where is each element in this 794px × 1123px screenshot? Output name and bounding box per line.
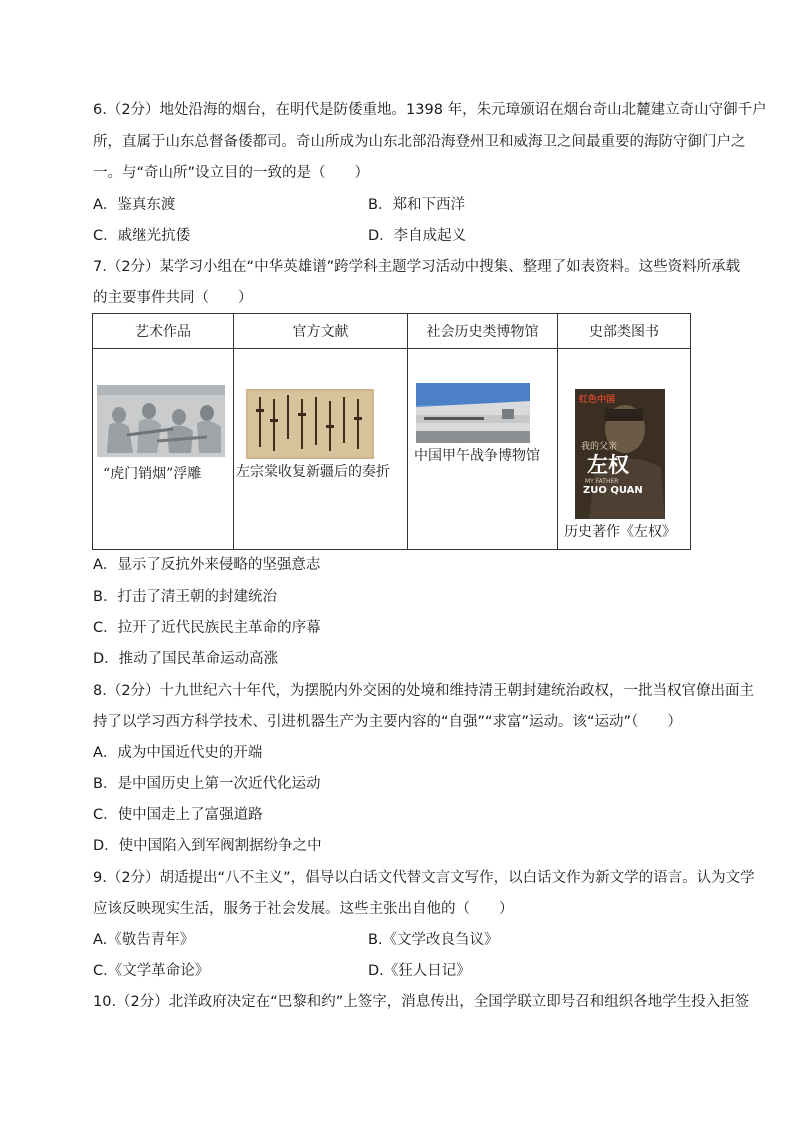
relief-sculpture-image xyxy=(97,385,225,457)
q6-text-line-2: 所，直属于山东总督备倭都司。奇山所成为山东北部沿海登州卫和威海卫之间最重要的海防守御门户之 xyxy=(93,134,746,150)
table-header-museum: 社会历史类博物馆 xyxy=(408,314,558,349)
table-cell-history-book xyxy=(558,349,691,550)
caption-jiawu-museum: 中国甲午战争博物馆 xyxy=(414,448,540,464)
table-header-official-document: 官方文献 xyxy=(234,314,408,349)
table-header-history-book: 史部类图书 xyxy=(558,314,691,349)
jiawu-war-museum-image xyxy=(416,383,530,443)
q7-option-a: A．显示了反抗外来侵略的坚强意志 xyxy=(93,557,321,573)
q9-option-a: A.《敬告青年》 xyxy=(93,932,195,948)
q8-text-line-2: 持了以学习西方科学技术、引进机器生产为主要内容的“自强”“求富”运动。该“运动”（ ） xyxy=(93,714,682,730)
book-title-en-1: MY FATHER xyxy=(585,478,619,485)
q8-option-c: C．使中国走上了富强道路 xyxy=(93,807,263,823)
q7-material-table xyxy=(92,313,691,550)
q6-text-line-1: 6.（2分）地处沿海的烟台，在明代是防倭重地。1398 年，朱元璋颁诏在烟台奇山北麓建立奇山守御千户 xyxy=(93,102,767,118)
q7-text-line-2: 的主要事件共同（ ） xyxy=(93,290,253,306)
caption-zuo-zongtang-memorial: 左宗棠收复新疆后的奏折 xyxy=(236,464,390,480)
q8-option-b: B．是中国历史上第一次近代化运动 xyxy=(93,776,321,792)
q8-option-d: D．使中国陷入到军阀割据纷争之中 xyxy=(93,838,322,854)
q7-option-b: B．打击了清王朝的封建统治 xyxy=(93,589,277,605)
book-brand: 红色中国 xyxy=(579,395,616,405)
book-title-en-2: ZUO QUAN xyxy=(583,485,643,496)
q8-option-a: A．成为中国近代史的开端 xyxy=(93,745,263,761)
q6-option-c: C．戚继光抗倭 xyxy=(93,228,191,244)
q8-text-line-1: 8.（2分）十九世纪六十年代，为摆脱内外交困的处境和维持清王朝封建统治政权，一批当权官僚出面主 xyxy=(93,683,755,699)
caption-humen-relief: “虎门销烟”浮雕 xyxy=(103,466,202,482)
q6-option-a: A．鉴真东渡 xyxy=(93,197,176,213)
book-title: 左权 xyxy=(587,452,629,477)
q10-text-line-1: 10.（2分）北洋政府决定在“巴黎和约”上签字，消息传出，全国学联立即号召和组织各地学生投入拒签 xyxy=(93,994,750,1010)
table-cell-official-document xyxy=(234,349,408,550)
memorial-manuscript-image xyxy=(246,389,374,459)
q9-option-c: C.《文学革命论》 xyxy=(93,963,210,979)
q9-option-d: D.《狂人日记》 xyxy=(368,963,471,979)
q7-option-c: C．拉开了近代民族民主革命的序幕 xyxy=(93,620,321,636)
table-cell-museum xyxy=(408,349,558,550)
book-subtitle: 我的父亲 xyxy=(581,442,618,452)
q7-option-d: D．推动了国民革命运动高涨 xyxy=(93,651,279,667)
q6-text-line-3: 一。与“奇山所”设立目的一致的是（ ） xyxy=(93,165,370,181)
q9-text-line-2: 应该反映现实生活，服务于社会发展。这些主张出自他的（ ） xyxy=(93,901,514,917)
zuo-quan-book-cover-image xyxy=(575,389,665,519)
q9-text-line-1: 9.（2分）胡适提出“八不主义”，倡导以白话文代替文言文写作，以白话文作为新文学的语言。认为文学 xyxy=(93,870,755,886)
q9-option-b: B.《文学改良刍议》 xyxy=(368,932,499,948)
q6-option-d: D．李自成起义 xyxy=(368,228,467,244)
table-cell-art xyxy=(93,349,234,550)
caption-zuo-quan-book: 历史著作《左权》 xyxy=(564,524,676,540)
table-header-art: 艺术作品 xyxy=(93,314,234,349)
q7-text-line-1: 7.（2分）某学习小组在“中华英雄谱”跨学科主题学习活动中搜集、整理了如表资料。这些资料所承载 xyxy=(93,259,741,275)
q6-option-b: B．郑和下西洋 xyxy=(368,197,465,213)
